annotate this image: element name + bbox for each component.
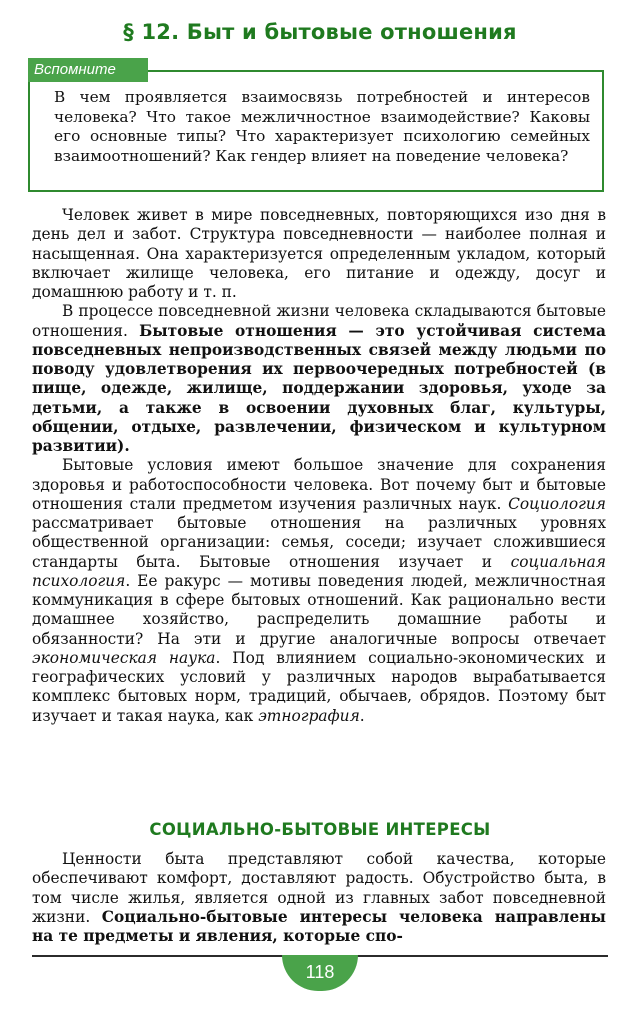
paragraph-3-part-d: . Под влиянием социально-экономических и географических условий у различных народов вырабатывается комплекс бытовых норм, традиций, обычаев, обрядов. Поэтому быт изучает и такая наука, как [32,648,606,725]
remind-questions: В чем проявляется взаимосвязь потребностей и интересов человека? Что такое межличностное взаимодействие? Каковы его основные типы? Что характеризует психологию семейных взаимоотношений? Как гендер влияет на поведение человека? [54,88,590,165]
paragraph-2-text: В процессе повседневной жизни человека складываются бытовые отношения. [32,302,606,340]
paragraph-3-part-c: . Ее ракурс — мотивы поведения людей, межличностная коммуникация в сфере бытовых отношений. Как рационально вести домашнее хозяйство, распределить домашние работы и обязанности? На эти и другие аналогичные вопросы отвечает [32,571,606,648]
section-heading: СОЦИАЛЬНО-БЫТОВЫЕ ИНТЕРЕСЫ [149,820,491,839]
page-number: 118 [282,955,358,991]
paragraph-1: Человек живет в мире повседневных, повторяющихся изо дня в день дел и забот. Структура повседневности — наиболее полная и насыщенная. Она характеризуется определенным укладом, который включает жилище человека, его питание и одежду, досуг и домашнюю работу и т. п. [32,206,606,301]
paragraph-2 [32,302,606,456]
term-social-psychology: социальная психология [32,552,606,590]
main-text [32,206,606,726]
remind-tab: Вспомните [28,58,148,82]
section-text [32,850,606,946]
definition-household-relations: Бытовые отношения — это устойчивая система повседневных непроизводственных связей между людьми по поводу удовлетворения их первоочередных потребностей (в пище, одежде, жилище, поддержании здоровья, уходе за детьми, а также в освоении духовных благ, культуры, общении, отдыхе, развлечении, физическом и культурном развитии). [32,321,607,455]
paragraph-3-part-b: рассматривает бытовые отношения на различных уровнях общественной организации: семья, соседи; изучает сложившиеся стандарты быта. Бытовые отношения изучает и [32,514,606,571]
term-economics: экономическая наука [32,648,216,667]
paragraph-3-part-e: . [359,706,365,725]
page-title: § 12. Быт и бытовые отношения [123,20,517,44]
paragraph-3 [32,456,606,726]
paragraph-3-part-a: Бытовые условия имеют большое значение для сохранения здоровья и работоспособности человека. Вот почему быт и бытовые отношения стали предметом изучения различных наук. [32,456,606,513]
section-paragraph-text: Ценности быта представляют собой качества, которые обеспечивают комфорт, доставляют радость. Обустройство быта, в том числе жилья, является одной из главных забот повседневной жизни. [32,850,606,926]
definition-social-household-interests: Социально-бытовые интересы человека направлены на те предметы и явления, которые спо- [32,907,606,945]
term-sociology: Социология [508,494,606,513]
section-paragraph [32,850,606,946]
term-ethnography: этнография [258,706,360,725]
